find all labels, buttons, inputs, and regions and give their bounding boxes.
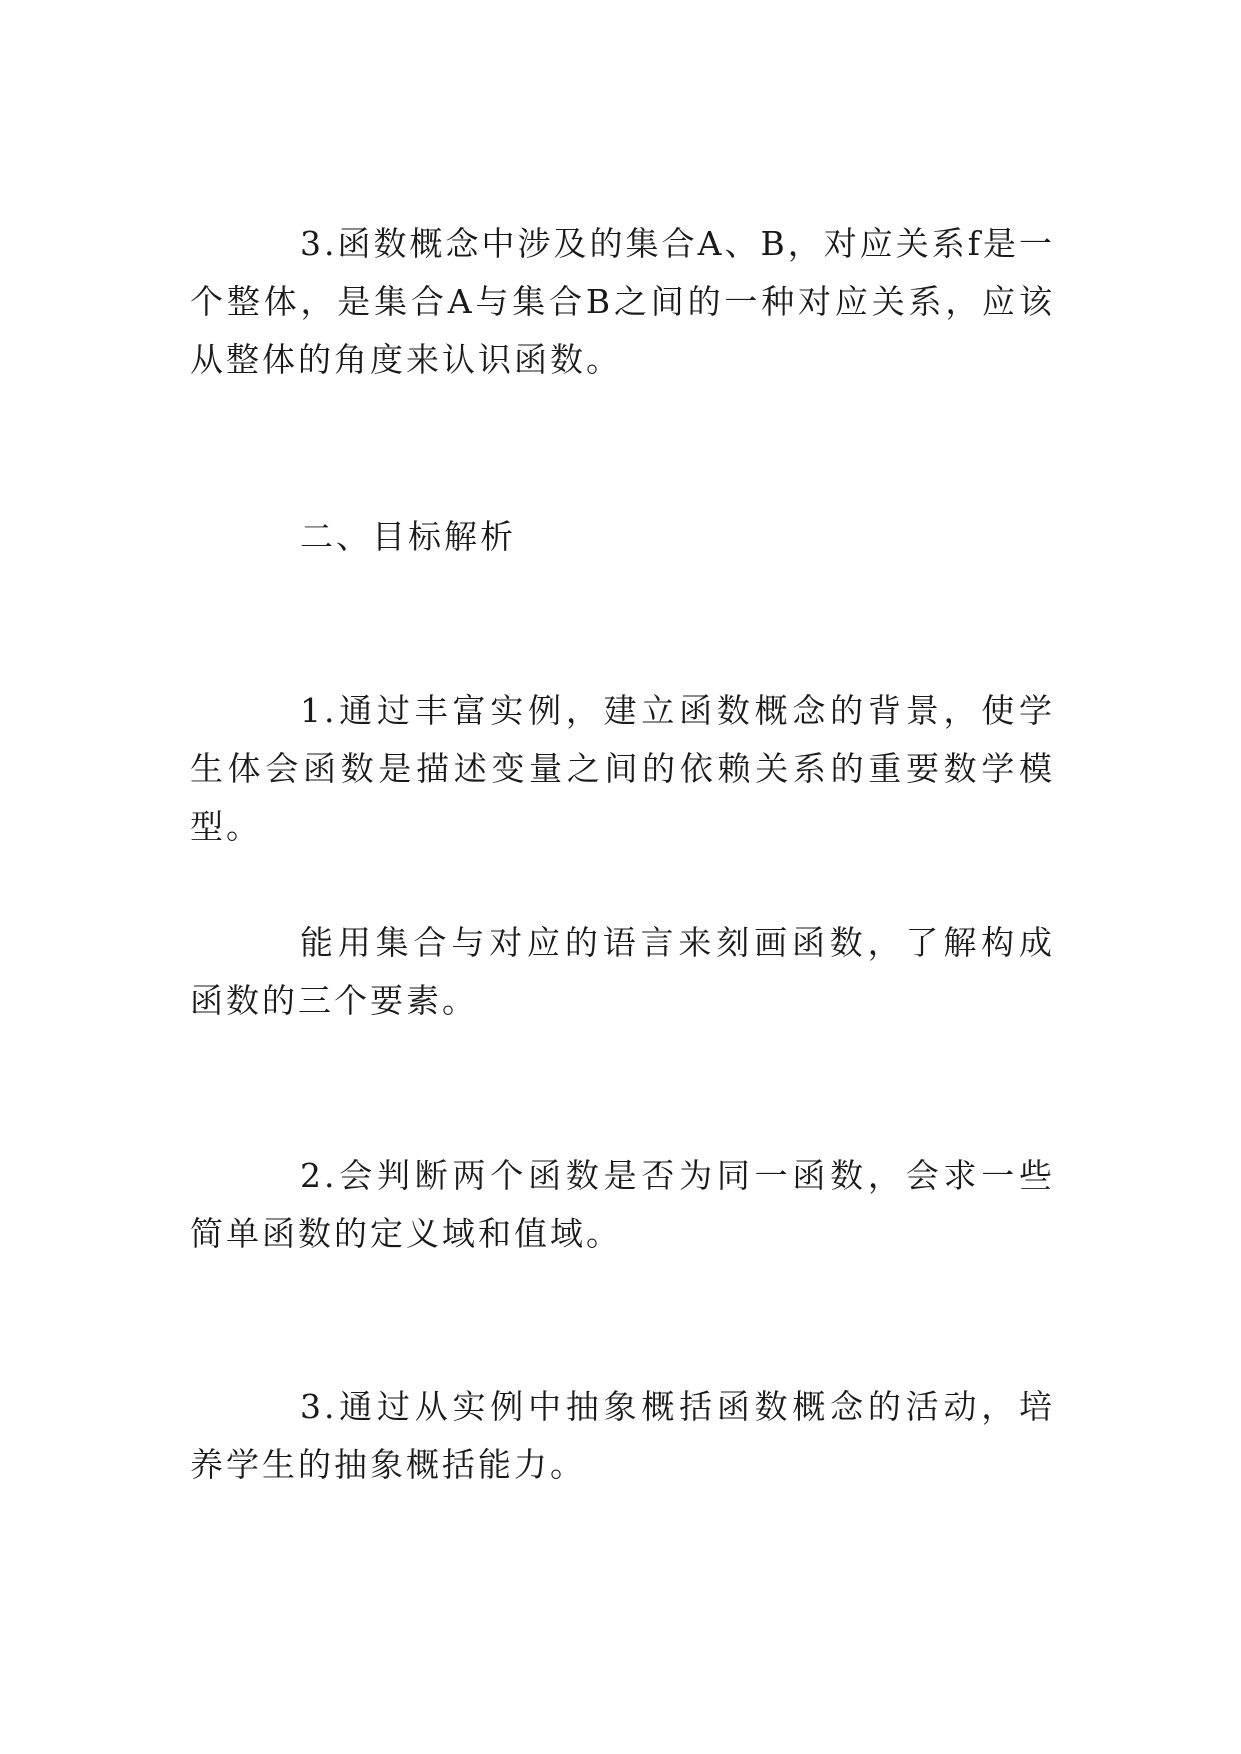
section-heading: 二、目标解析 [300,517,516,556]
paragraph-set-relation: 3.函数概念中涉及的集合A、B，对应关系f是一个整体，是集合A与集合B之间的一种对应关系，应该从整体的角度来认识函数。 [190,224,1055,379]
paragraph-goal-1-continued: 能用集合与对应的语言来刻画函数，了解构成函数的三个要素。 [190,923,1055,1020]
paragraph-goal-1: 1.通过丰富实例，建立函数概念的背景，使学生体会函数是描述变量之间的依赖关系的重要数学模型。 [190,691,1055,846]
paragraph-goal-3: 3.通过从实例中抽象概括函数概念的活动，培养学生的抽象概括能力。 [190,1387,1055,1484]
paragraph-goal-2: 2.会判断两个函数是否为同一函数，会求一些简单函数的定义域和值域。 [190,1156,1055,1253]
